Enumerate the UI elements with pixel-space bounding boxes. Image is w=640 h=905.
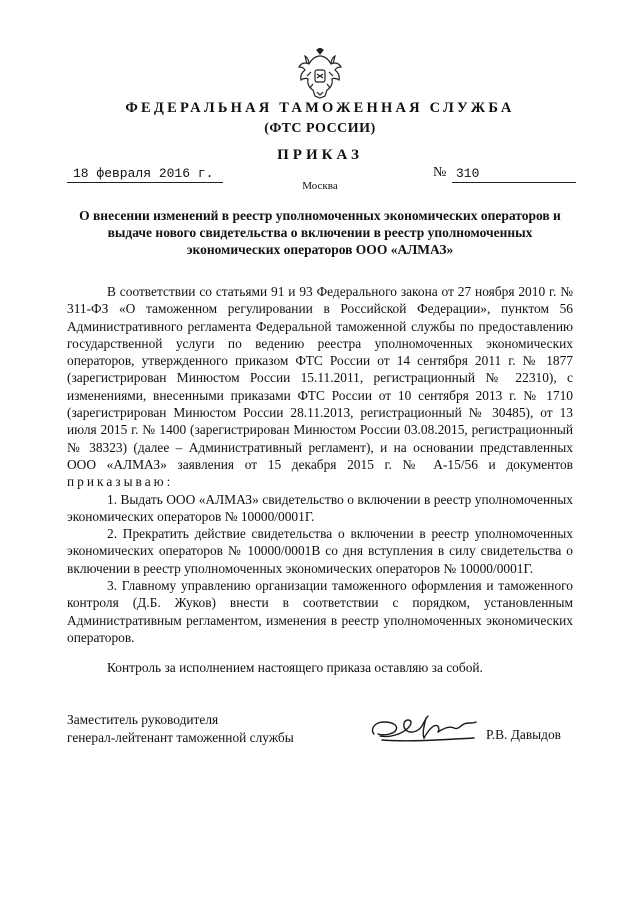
document-body xyxy=(67,283,573,646)
agency-name: ФЕДЕРАЛЬНАЯ ТАМОЖЕННАЯ СЛУЖБА xyxy=(125,100,515,116)
document-date: 18 февраля 2016 г. xyxy=(67,166,223,183)
order-word: приказываю: xyxy=(67,474,174,490)
signatory-name: Р.В. Давыдов xyxy=(486,727,561,742)
document-type: ПРИКАЗ xyxy=(277,147,363,163)
signatory-position-line1: Заместитель руководителя xyxy=(67,712,219,727)
agency-abbreviation: (ФТС РОССИИ) xyxy=(264,121,376,136)
preamble-paragraph xyxy=(67,283,573,491)
control-statement: Контроль за исполнением настоящего приказа оставляю за собой. xyxy=(107,660,483,675)
number-sign: № xyxy=(433,165,447,180)
document-title: О внесении изменений в реестр уполномоченных экономических операторов и выдаче нового свидетельства о включении в реестр уполномоченных экономических операторов ООО «АЛМАЗ» xyxy=(79,208,561,257)
double-headed-eagle-emblem-icon xyxy=(297,48,343,100)
signatory-position-line2: генерал-лейтенант таможенной службы xyxy=(67,730,294,745)
document-number: 310 xyxy=(452,166,576,183)
handwritten-signature-icon xyxy=(368,712,480,746)
preamble-text: В соответствии со статьями 91 и 93 Федерального закона от 27 ноября 2010 г. № 311-ФЗ «О таможенном регулировании в Российской Федерации», пунктом 56 Административного регламента Федеральной таможенной службы по предоставлению государственной услуги по ведению реестра уполномоченных экономических операторов, утвержденного приказом ФТС России от 14 сентября 2011 г. № 1877 (зарегистрирован Минюстом России 15.11.2011, регистрационный № 22310), с изменениями, внесенными приказами ФТС России от 10 сентября 2013 г. № 1710 (зарегистрирован Минюстом России 28.11.2013, регистрационный № 30485), от 13 июля 2015 г. № 1400 (зарегистрирован Минюстом России 03.08.2015, регистрационный № 38323) (далее – Административный регламент), и на основании представленных ООО «АЛМАЗ» заявления от 15 декабря 2015 г. № А-15/56 и документов xyxy=(67,284,573,472)
order-item-3: 3. Главному управлению организации таможенного оформления и таможенного контроля (Д.Б. Жуков) внести в соответствии с порядком, установленным Административным регламентом, изменения в реестр уполномоченных экономических операторов. xyxy=(67,578,573,645)
order-item-1: 1. Выдать ООО «АЛМАЗ» свидетельство о включении в реестр уполномоченных экономических операторов № 10000/0001Г. xyxy=(67,491,573,524)
document-city: Москва xyxy=(302,180,338,192)
order-item-2: 2. Прекратить действие свидетельства о включении в реестр уполномоченных экономических операторов № 10000/0001В со дня вступления в силу свидетельства о включении в реестр уполномоченных экономических операторов № 10000/0001Г. xyxy=(67,526,573,576)
signatory-position xyxy=(67,711,294,747)
